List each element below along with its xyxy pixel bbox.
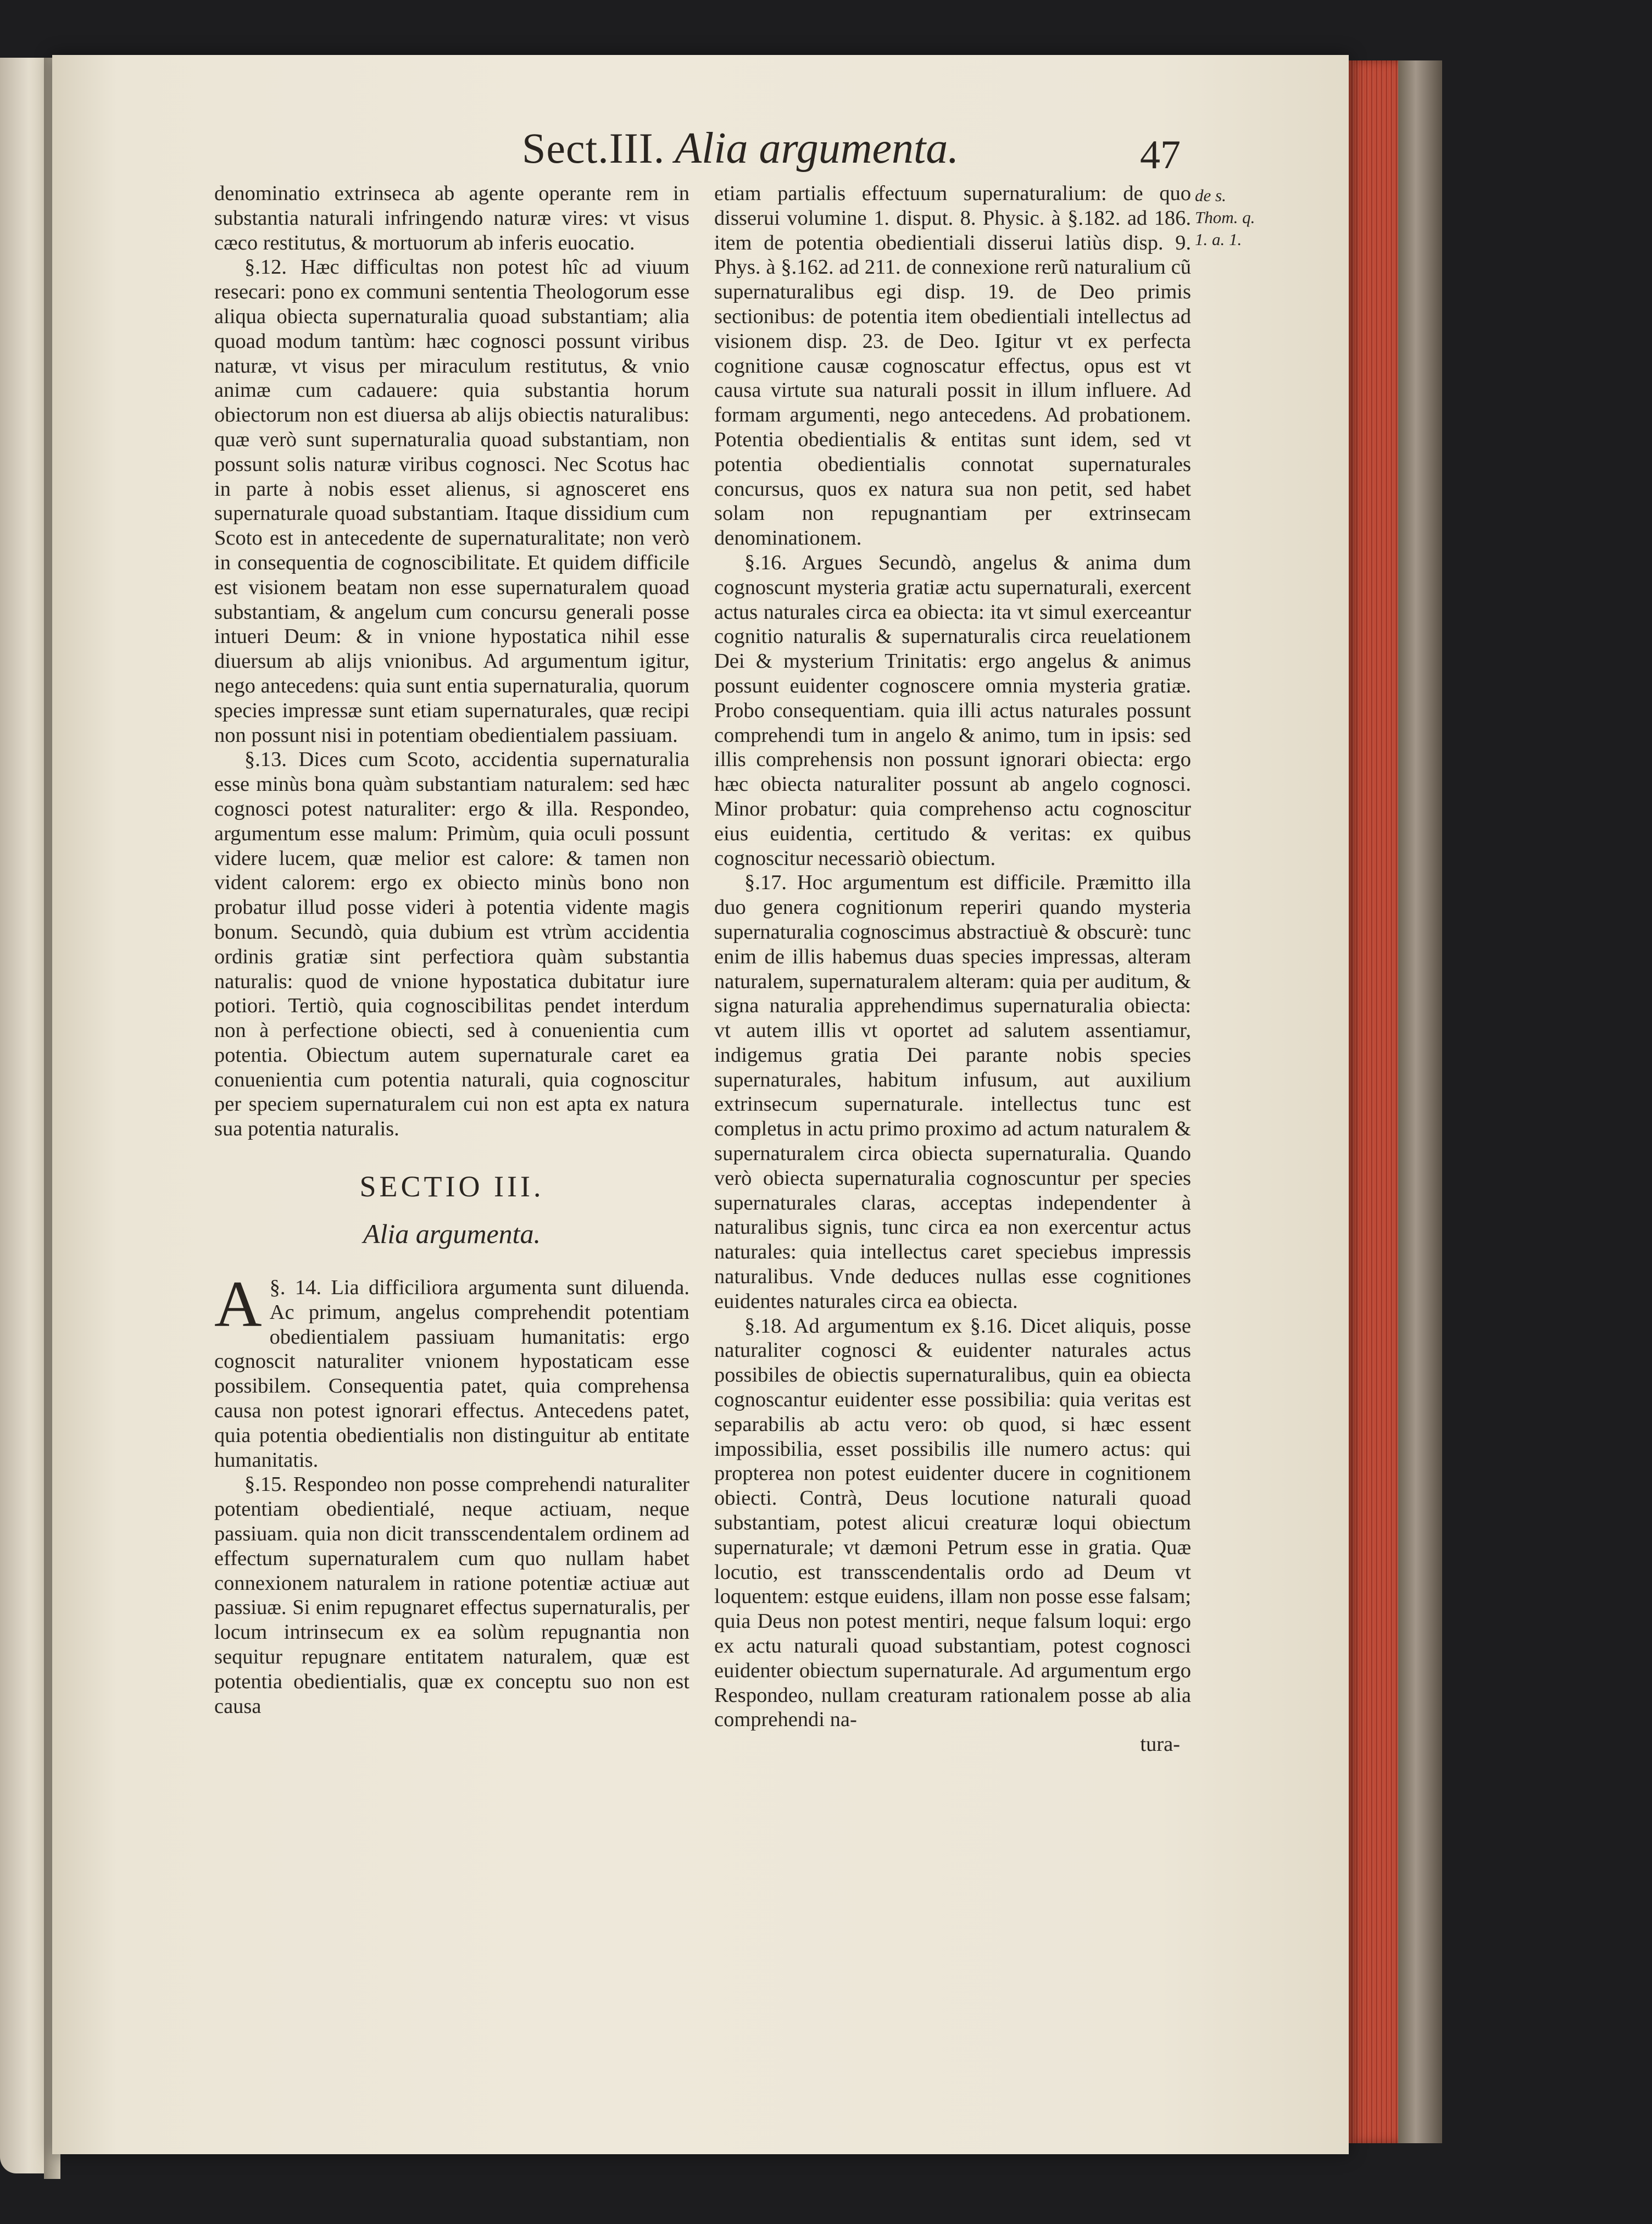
page-number: 47 — [1140, 132, 1181, 178]
paragraph-14-number: §. 14. — [269, 1276, 321, 1300]
margin-note: de s. Thom. q. 1. a. 1. — [1195, 186, 1255, 249]
paragraph-18: §.18. Ad argumentum ex §.16. Dicet aliquis, posse naturaliter cognosci & euidenter naturales actus possibiles de obiectis supernaturalibus, quin ea obiecta cognoscantur euidenter esse possibilia: quia veritas est separabilis ab actu vero: ob quod, si hæc essent impossibilia, esset possibilis ille numero actus: qui propterea non potest euidenter ducere in cognitionem obiecti. Contrà, Deus locutione naturali quoad substantiam, potest alicui creaturæ loqui obiectum supernaturale; vt dæmoni Petrum esse in gratia. Quæ locutio, est transscendentalis ordo ad Deum vt loquentem: estque euidens, illam non posse esse falsam; quia Deus non potest mentiri, neque falsum loqui: ergo ex actu naturali quoad substantiam, potest cognosci euidenter obiectum supernaturale. Ad argumentum ergo Respondeo, nullam creaturam rationalem posse ab alia comprehendi na- — [714, 1314, 1191, 1732]
left-text-column — [214, 181, 689, 1718]
paragraph-continuation: denominatio extrinseca ab agente operante rem in substantia naturali infringendo naturæ vires: vt visus cæco restitutus, & mortuorum ab inferis euocatio. — [214, 182, 689, 254]
section-subtitle: Alia argumenta. — [363, 1218, 541, 1250]
running-header-title: Sect.III. — [522, 124, 665, 172]
section-heading: SECTIO III. — [359, 1170, 544, 1203]
paragraph-12: §.12. Hæc difficultas non potest hîc ad viuum resecari: pono ex communi sententia Theologorum esse aliqua obiecta supernaturalia quoad substantiam; alia quoad modum tantùm: hæc cognosci possunt viribus naturæ, vt visus per miraculum restitutus, & vnio animæ cum cadauere: quia substantia horum obiectorum non est diuersa ab alijs obiectis naturalibus: quæ verò sunt supernaturalia quoad substantiam, non possunt solis naturæ viribus cognosci. Nec Scotus hac in parte à nobis esset alienus, si agnosceret ens supernaturale quoad substantiam. Itaque dissidium cum Scoto est in antecedente de supernaturalitate; non verò in consequentia de cognoscibilitate. Et quidem difficile est visionem beatam non esse supernaturalem quoad substantiam, & angelum cum concursu generali posse intueri Deum: & in vnione hypostatica nihil esse diuersum ab alijs vnionibus. Ad argumentum igitur, nego antecedens: quia sunt entia supernaturalia, quorum species impressæ sunt etiam supernaturales, quæ recipi non possunt nisi in potentiam obedientialem passiuam. — [214, 256, 689, 747]
running-header-subtitle: Alia argumenta. — [675, 124, 959, 173]
paragraph-14-text: Lia difficiliora argumenta sunt diluenda. Ac primum, angelus comprehendit potentiam obedientialem passiuam humanitatis: ergo cognoscit naturaliter vnionem hypostaticam esse possibilem. Consequentia patet, quia comprehensa causa non potest ignorari effectus. Antecedens patet, quia potentia obedientialis non distinguitur ab entitate humanitatis. — [214, 1276, 690, 1472]
paragraph-16: §.16. Argues Secundò, angelus & anima dum cognoscunt mysteria gratiæ actu supernaturali, exercent actus naturales circa ea obiecta: ita vt simul exerceantur cognitio naturalis & supernaturalis circa reuelationem Dei & mysterium Trinitatis: ergo angelus & animus possunt euidenter cognoscere omnia mysteria gratiæ. Probo consequentiam. quia illi actus naturales possunt comprehendi tum in angelo & animo, tum in ipsis: sed illis comprehensis non possunt ignorari obiecta: ergo hæc obiecta naturaliter possunt ab angelo cognosci. Minor probatur: quia comprehenso actu cognoscitur eius euidentia, certitudo & veritas: ex quibus cognoscitur necessariò obiectum. — [714, 551, 1191, 870]
paragraph-14 — [214, 1267, 690, 1472]
drop-cap-letter: A — [214, 1267, 262, 1341]
running-header — [522, 124, 1181, 184]
book-cover-edge — [1398, 60, 1442, 2143]
paragraph-continuation-right: etiam partialis effectuum supernaturalium: de quo disserui volumine 1. disput. 8. Physic. à §.182. ad 186. item de potentia obedientiali disserui latiùs disp. 9. Phys. à §.162. ad 211. de connexione rerũ naturalium cũ supernaturalibus egi disp. 19. de Deo primis sectionibus: de potentia item obedientiali intellectus ad visionem disp. 23. de Deo. Igitur vt ex perfecta cognitione causæ cognoscatur effectus, opus est vt causa virtute sua naturali possit in illum influere. Ad formam argumenti, nego antecedens. Ad probationem. Potentia obedientialis & entitas sunt idem, sed vt potentia obedientialis connotat supernaturales concursus, quos ex natura sua non petit, sed habet solam non repugnantiam per extrinsecam denominationem. — [714, 182, 1191, 550]
paragraph-13: §.13. Dices cum Scoto, accidentia supernaturalia esse minùs bona quàm substantiam naturalem: sed hæc cognosci potest naturaliter: ergo & illa. Respondeo, argumentum esse malum: Primùm, quia oculi possunt videre lucem, quæ melior est calore: & tamen non vident calorem: ergo ex obiecto minùs bono non probatur illud posse videri à potentia vidente magis bonum. Secundò, quia dubium est vtrùm accidentia ordinis gratiæ sint perfectiora quàm substantia naturalis: quod de vnione hypostatica dubitatur iure potiori. Tertiò, quia cognoscibilitas pendet interdum non à perfectione obiecti, sed à conuenientia cum potentia. Obiectum autem supernaturale caret ea conuenientia cum potentia naturali, quia cognoscitur per speciem supernaturalem cui non est apta ex natura sua potentia naturalis. — [214, 748, 689, 1141]
paragraph-15: §.15. Respondeo non posse comprehendi naturaliter potentiam obedientialé, neque actiuam, neque passiuam. quia non dicit transscendentalem ordinem ad effectum supernaturalem cum quo nullam habet connexionem naturalem in ratione potentiæ actiuæ aut passiuæ. Si enim repugnaret effectus supernaturalis, per locum intrinsecum ex ea solùm repugnantia non sequitur repugnare entitatem naturalem, quæ est potentia obedientialis, quæ ex conceptu suo non est causa — [214, 1473, 689, 1718]
right-text-column — [714, 181, 1191, 1757]
page-block-edge — [1349, 60, 1398, 2143]
catchword: tura- — [1140, 1733, 1180, 1756]
paragraph-17: §.17. Hoc argumentum est difficile. Præmitto illa duo genera cognitionum reperiri quando mysteria supernaturalia cognoscimus abstractiuè & obscurè: tunc enim de illis habemus duas species impressas, alteram naturalem, supernaturalem alteram: quia per auditum, & signa naturalia apprehendimus supernaturalia obiecta: vt autem illis vt oportet ad salutem assentiamur, indigemus gratia Dei parante nobis species supernaturales, habitum infusum, aut auxilium extrinsecum supernaturale. intellectus tunc est completus in actu primo proximo ad actum naturalem & supernaturalem circa obiecta supernaturalia. Quando verò obiecta supernaturalia cognoscuntur per species supernaturales claras, acceptas independenter à naturalibus signis, tunc circa ea non exercentur actus naturales: quia intellectus caret speciebus impressis naturalibus. Vnde deduces nullas esse cognitiones euidentes naturales circa ea obiecta. — [714, 871, 1191, 1313]
